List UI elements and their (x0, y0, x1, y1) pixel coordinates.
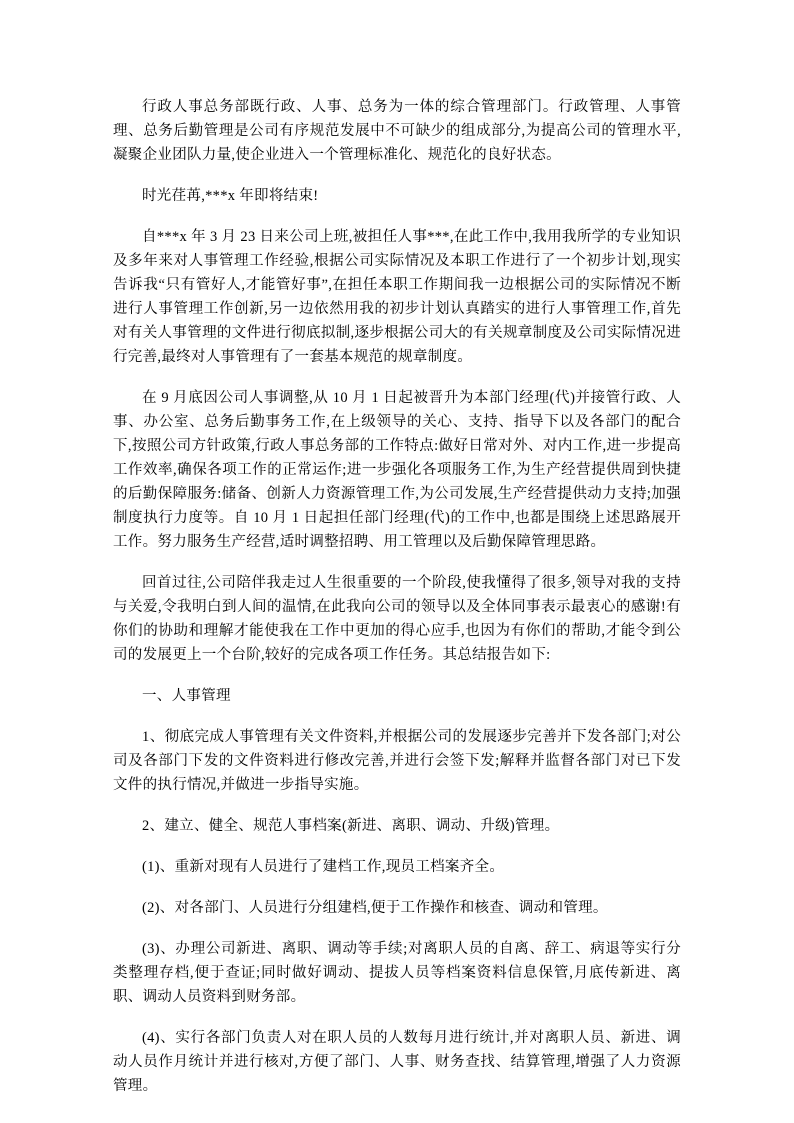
document-body (113, 95, 681, 1098)
thanks-paragraph: 回首过往,公司陪伴我走过人生很重要的一个阶段,使我懂得了很多,领导对我的支持与关爱,令我明白到人间的温情,在此我向公司的领导以及全体同事表示最衷心的感谢!有你们的协助和理解才能使我在工作中更加的得心应手,也因为有你们的帮助,才能令到公司的发展更上一个台阶,较好的完成各项工作任务。其总结报告如下: (113, 575, 681, 663)
time-paragraph: 时光荏苒,***x 年即将结束! (142, 188, 319, 204)
intro-paragraph: 行政人事总务部既行政、人事、总务为一体的综合管理部门。行政管理、人事管理、总务后勤管理是公司有序规范发展中不可缺少的组成部分,为提高公司的管理水平,凝聚企业团队力量,使企业进入一个管理标准化、规范化的良好状态。 (113, 99, 681, 163)
work-start-paragraph: 自***x 年 3 月 23 日来公司上班,被担任人事***,在此工作中,我用我所学的专业知识及多年来对人事管理工作经验,根据公司实际情况及本职工作进行了一个初步计划,现实告诉我“只有管好人,才能管好事”,在担任本职工作期间我一边根据公司的实际情况不断进行人事管理工作创新,另一边依然用我的初步计划认真踏实的进行人事管理工作,首先对有关人事管理的文件进行彻底拟制,逐步根据公司大的有关规章制度及公司实际情况进行完善,最终对人事管理有了一套基本规范的规章制度。 (113, 229, 681, 365)
promotion-paragraph: 在 9 月底因公司人事调整,从 10 月 1 日起被晋升为本部门经理(代)并接管行政、人事、办公室、总务后勤事务工作,在上级领导的关心、支持、指导下以及各部门的配合下,按照公司方针政策,行政人事总务部的工作特点:做好日常对外、对内工作,进一步提高工作效率,确保各项工作的正常运作;进一步强化各项服务工作,为生产经营提供周到快捷的后勤保障服务:储备、创新人力资源管理工作,为公司发展,生产经营提供动力支持;加强制度执行力度等。自 10 月 1 日起担任部门经理(代)的工作中,也都是围绕上述思路展开工作。努力服务生产经营,适时调整招聘、用工管理以及后勤保障管理思路。 (113, 390, 681, 550)
sub-item-1: (1)、重新对现有人员进行了建档工作,现员工档案齐全。 (142, 859, 505, 875)
list-item-2: 2、建立、健全、规范人事档案(新进、离职、调动、升级)管理。 (142, 818, 560, 834)
section-heading-personnel-management: 一、人事管理 (142, 688, 231, 704)
sub-item-4: (4)、实行各部门负责人对在职人员的人数每月进行统计,并对离职人员、新进、调动人员作月统计并进行核对,方便了部门、人事、财务查找、结算管理,增强了人力资源管理。 (113, 1030, 681, 1094)
sub-item-3: (3)、办理公司新进、离职、调动等手续;对离职人员的自离、辞工、病退等实行分类整理存档,便于查证;同时做好调动、提拔人员等档案资料信息保管,月底传新进、离职、调动人员资料到财务部。 (113, 941, 681, 1005)
list-item-1: 1、彻底完成人事管理有关文件资料,并根据公司的发展逐步完善并下发各部门;对公司及各部门下发的文件资料进行修改完善,并进行会签下发;解释并监督各部门对已下发文件的执行情况,并做进一步指导实施。 (113, 729, 681, 793)
sub-item-2: (2)、对各部门、人员进行分组建档,便于工作操作和核查、调动和管理。 (142, 900, 608, 916)
